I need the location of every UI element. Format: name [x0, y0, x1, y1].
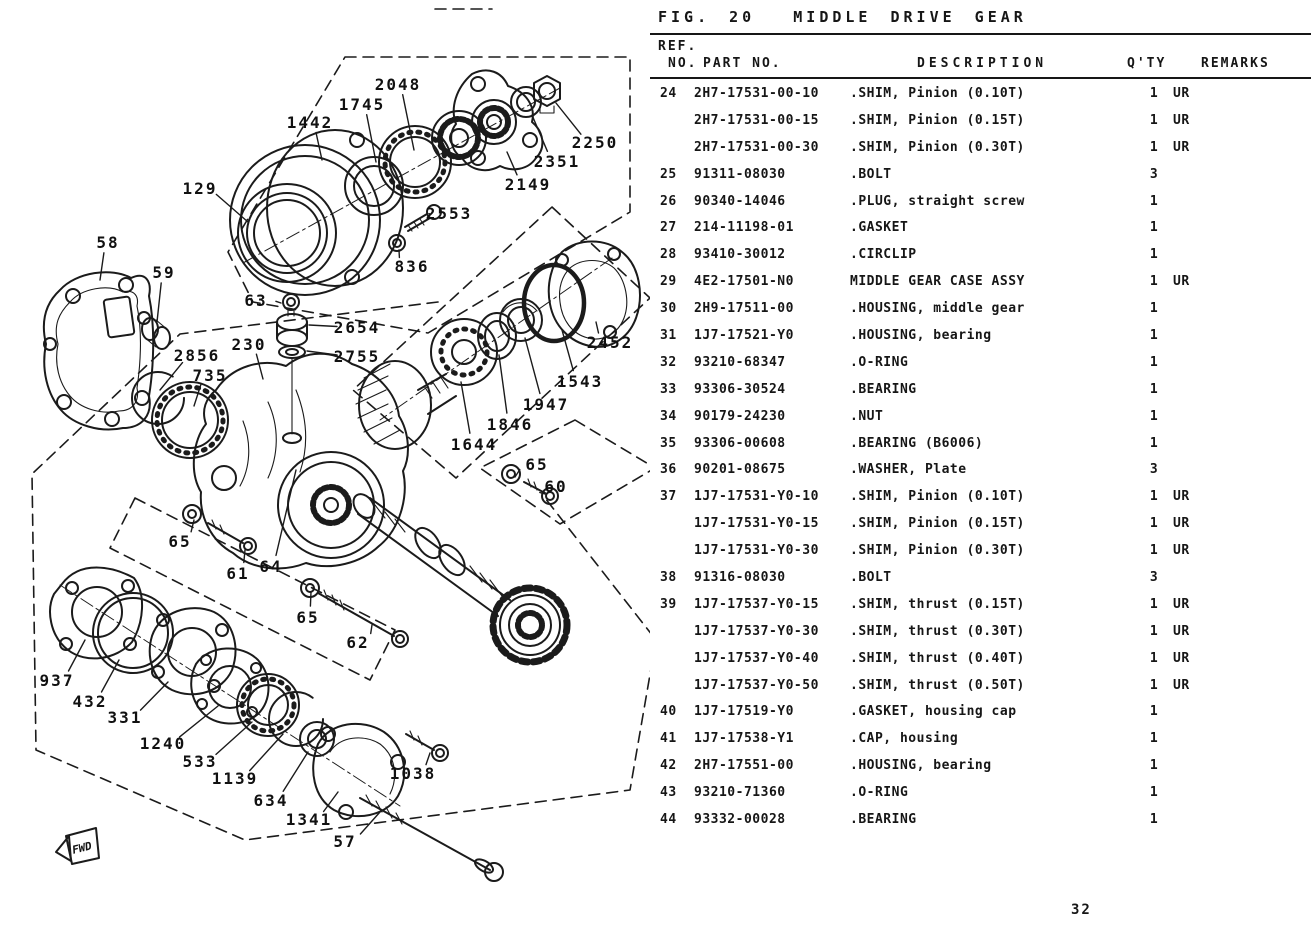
callout-label-1543: 1543 [557, 372, 604, 391]
callout-label-1745: 1745 [339, 95, 386, 114]
callout-label-62: 62 [346, 633, 369, 652]
qty-cell: 1 [1145, 220, 1163, 235]
qty-cell: 1 [1145, 624, 1163, 639]
qty-cell: 3 [1145, 167, 1163, 182]
callout-label-1442: 1442 [287, 113, 334, 132]
callout-label-2654: 2654 [334, 318, 381, 337]
table-row [650, 328, 1311, 355]
callout-label-2048: 2048 [375, 75, 422, 94]
callout-label-2553: 2553 [426, 204, 473, 223]
qty-cell: 3 [1145, 570, 1163, 585]
table-row [650, 678, 1311, 705]
part-no-cell: 1J7-17531-Y0-10 [694, 489, 850, 504]
table-row [650, 489, 1311, 516]
description-cell: .CIRCLIP [850, 247, 1145, 262]
ref-no-cell: 40 [660, 704, 694, 719]
qty-cell: 1 [1145, 328, 1163, 343]
qty-cell: 1 [1145, 785, 1163, 800]
table-row [650, 651, 1311, 678]
callout-leader-1139 [250, 734, 283, 771]
qty-cell: 1 [1145, 516, 1163, 531]
ref-no-cell: 38 [660, 570, 694, 585]
header-ref-line2: NO. [668, 56, 697, 71]
remarks-cell: UR [1163, 140, 1311, 155]
part-gasket-937 [50, 568, 142, 659]
callout-label-1341: 1341 [286, 810, 333, 829]
description-cell: .SHIM, Pinion (0.15T) [850, 516, 1145, 531]
table-row [650, 140, 1311, 167]
description-cell: .SHIM, Pinion (0.10T) [850, 86, 1145, 101]
ref-no-cell: 29 [660, 274, 694, 289]
part-no-cell: 93210-71360 [694, 785, 850, 800]
table-row [650, 113, 1311, 140]
table-row [650, 220, 1311, 247]
callout-label-2149: 2149 [505, 175, 552, 194]
table-row [650, 194, 1311, 221]
callout-label-65: 65 [525, 455, 548, 474]
part-no-cell: 2H7-17551-00 [694, 758, 850, 773]
description-cell: .HOUSING, bearing [850, 328, 1145, 343]
qty-cell: 1 [1145, 651, 1163, 666]
fwd-label: FWD [71, 839, 94, 857]
part-no-cell: 93332-00028 [694, 812, 850, 827]
part-housing-230 [194, 354, 408, 569]
callout-label-1947: 1947 [523, 395, 570, 414]
header-qty: Q'TY [1127, 56, 1166, 71]
table-row [650, 247, 1311, 274]
remarks-cell: UR [1163, 543, 1311, 558]
header-remarks: REMARKS [1201, 56, 1270, 71]
qty-cell: 1 [1145, 704, 1163, 719]
part-bearing-1644 [431, 319, 497, 385]
description-cell: .SHIM, thrust (0.15T) [850, 597, 1145, 612]
qty-cell: 1 [1145, 731, 1163, 746]
callout-label-937: 937 [40, 671, 75, 690]
ref-no-cell: 34 [660, 409, 694, 424]
remarks-cell: UR [1163, 113, 1311, 128]
description-cell: .HOUSING, middle gear [850, 301, 1145, 316]
table-row [650, 301, 1311, 328]
page-number: 32 [1071, 902, 1092, 918]
header-part-no: PART NO. [703, 56, 782, 71]
part-no-cell: 214-11198-01 [694, 220, 850, 235]
callout-leader-63 [276, 301, 281, 303]
callout-label-634: 634 [254, 791, 289, 810]
callout-leader-65 [310, 592, 311, 606]
table-row [650, 382, 1311, 409]
qty-cell: 1 [1145, 597, 1163, 612]
callout-label-1846: 1846 [487, 415, 534, 434]
callout-leader-1947 [525, 338, 540, 394]
callout-leader-1745 [367, 115, 376, 162]
qty-cell: 1 [1145, 86, 1163, 101]
ref-no-cell: 39 [660, 597, 694, 612]
ref-no-cell: 25 [660, 167, 694, 182]
description-cell: .HOUSING, bearing [850, 758, 1145, 773]
part-no-cell: 93306-30524 [694, 382, 850, 397]
part-flange-housing-129-1442 [230, 130, 403, 295]
header-description: DESCRIPTION [917, 56, 1047, 71]
callout-leader-533 [216, 722, 252, 754]
qty-cell: 1 [1145, 274, 1163, 289]
callout-label-57: 57 [333, 832, 356, 851]
callout-leader-1644 [461, 382, 470, 433]
part-bolt-57 [360, 795, 503, 881]
fwd-marker [56, 828, 99, 864]
ref-no-cell: 35 [660, 436, 694, 451]
description-cell: .BOLT [850, 167, 1145, 182]
description-cell: .BEARING (B6006) [850, 436, 1145, 451]
ref-no-cell: 30 [660, 301, 694, 316]
callout-label-2351: 2351 [534, 152, 581, 171]
callout-label-836: 836 [395, 257, 430, 276]
part-no-cell: 2H7-17531-00-15 [694, 113, 850, 128]
callout-label-1139: 1139 [212, 769, 259, 788]
part-no-cell: 1J7-17537-Y0-15 [694, 597, 850, 612]
callout-label-60: 60 [544, 477, 567, 496]
exploded-diagram [0, 0, 650, 948]
description-cell: .BEARING [850, 812, 1145, 827]
remarks-cell: UR [1163, 516, 1311, 531]
remarks-cell: UR [1163, 678, 1311, 693]
part-no-cell: 93306-00608 [694, 436, 850, 451]
callout-leader-1240 [180, 706, 218, 737]
part-plug-63 [283, 294, 299, 316]
part-gasket-1240 [191, 648, 268, 723]
callout-label-2250: 2250 [572, 133, 619, 152]
callout-label-59: 59 [152, 263, 175, 282]
qty-cell: 1 [1145, 409, 1163, 424]
callout-label-1644: 1644 [451, 435, 498, 454]
description-cell: .SHIM, Pinion (0.10T) [850, 489, 1145, 504]
table-row [650, 355, 1311, 382]
table-row [650, 86, 1311, 113]
table-row [650, 543, 1311, 570]
callout-label-64: 64 [259, 557, 282, 576]
parts-table-rows [650, 86, 1311, 839]
qty-cell: 1 [1145, 812, 1163, 827]
callout-leader-2149 [507, 152, 517, 175]
part-no-cell: 1J7-17537-Y0-50 [694, 678, 850, 693]
description-cell: .CAP, housing [850, 731, 1145, 746]
ref-no-cell: 31 [660, 328, 694, 343]
callout-label-1038: 1038 [390, 764, 437, 783]
part-bearing-1745 [345, 157, 403, 215]
description-cell: .O-RING [850, 785, 1145, 800]
ref-no-cell: 36 [660, 462, 694, 477]
part-no-cell: 90201-08675 [694, 462, 850, 477]
callout-leader-230 [256, 354, 263, 379]
callout-label-230: 230 [232, 335, 267, 354]
callout-label-2856: 2856 [174, 346, 221, 365]
description-cell: .SHIM, thrust (0.30T) [850, 624, 1145, 639]
table-row [650, 570, 1311, 597]
part-no-cell: 91316-08030 [694, 570, 850, 585]
callout-label-533: 533 [183, 752, 218, 771]
description-cell: .SHIM, Pinion (0.30T) [850, 543, 1145, 558]
part-no-cell: 1J7-17521-Y0 [694, 328, 850, 343]
table-row [650, 436, 1311, 463]
part-washer-2351 [511, 87, 541, 117]
ref-no-cell: 32 [660, 355, 694, 370]
remarks-cell: UR [1163, 651, 1311, 666]
description-cell: .BOLT [850, 570, 1145, 585]
description-cell: .SHIM, Pinion (0.15T) [850, 113, 1145, 128]
table-row [650, 409, 1311, 436]
part-no-cell: 4E2-17501-N0 [694, 274, 850, 289]
callout-leader-1846 [499, 355, 507, 413]
center-axes [60, 88, 612, 806]
qty-cell: 1 [1145, 678, 1163, 693]
table-row [650, 462, 1311, 489]
ref-no-cell: 26 [660, 194, 694, 209]
part-no-cell: 1J7-17538-Y1 [694, 731, 850, 746]
remarks-cell: UR [1163, 624, 1311, 639]
part-ring-1947 [500, 299, 542, 341]
part-washer-2755 [279, 346, 305, 443]
table-row [650, 274, 1311, 301]
header-ref-line1: REF. [658, 39, 697, 54]
exploded-diagram-panel [0, 0, 650, 948]
parts-table-panel [650, 0, 1311, 948]
table-row [650, 516, 1311, 543]
ref-no-cell: 24 [660, 86, 694, 101]
callout-label-432: 432 [73, 692, 108, 711]
callout-label-63: 63 [244, 291, 267, 310]
figure-title: FIG. 20 MIDDLE DRIVE GEAR [658, 8, 1027, 26]
callout-leader-59 [157, 283, 161, 322]
ref-no-cell: 37 [660, 489, 694, 504]
part-no-cell: 1J7-17531-Y0-15 [694, 516, 850, 531]
part-bolt-1038 [406, 731, 448, 761]
callout-label-65: 65 [296, 608, 319, 627]
callout-label-331: 331 [108, 708, 143, 727]
qty-cell: 1 [1145, 436, 1163, 451]
ref-no-cell: 33 [660, 382, 694, 397]
callout-leader-2250 [556, 103, 581, 134]
callout-leader-634 [283, 752, 308, 791]
table-row [650, 785, 1311, 812]
part-gasket-58 [44, 272, 153, 429]
callout-leader-58 [100, 253, 104, 280]
callout-label-58: 58 [96, 233, 119, 252]
title-rule [650, 33, 1311, 35]
callout-leader-62 [371, 625, 372, 634]
table-row [650, 758, 1311, 785]
part-no-cell: 90340-14046 [694, 194, 850, 209]
part-no-cell: 90179-24230 [694, 409, 850, 424]
table-row [650, 731, 1311, 758]
part-no-cell: 91311-08030 [694, 167, 850, 182]
callout-leader-2452 [596, 322, 599, 333]
part-no-cell: 1J7-17537-Y0-30 [694, 624, 850, 639]
callout-label-735: 735 [193, 366, 228, 385]
part-bolt-61-washer-65 [183, 505, 256, 554]
part-no-cell: 2H9-17511-00 [694, 301, 850, 316]
part-no-cell: 93410-30012 [694, 247, 850, 262]
remarks-cell: UR [1163, 489, 1311, 504]
description-cell: .PLUG, straight screw [850, 194, 1145, 209]
ref-no-cell: 27 [660, 220, 694, 235]
part-bearing-735 [152, 382, 228, 458]
remarks-cell: UR [1163, 274, 1311, 289]
qty-cell: 3 [1145, 462, 1163, 477]
remarks-cell: UR [1163, 86, 1311, 101]
ref-no-cell: 42 [660, 758, 694, 773]
description-cell: .WASHER, Plate [850, 462, 1145, 477]
qty-cell: 1 [1145, 382, 1163, 397]
table-row [650, 597, 1311, 624]
callout-label-2755: 2755 [334, 347, 381, 366]
qty-cell: 1 [1145, 247, 1163, 262]
callout-leader-1038 [426, 753, 430, 765]
callout-label-61: 61 [226, 564, 249, 583]
ref-no-cell: 43 [660, 785, 694, 800]
qty-cell: 1 [1145, 489, 1163, 504]
description-cell: .NUT [850, 409, 1145, 424]
callout-leader-2048 [403, 95, 414, 150]
part-no-cell: 1J7-17519-Y0 [694, 704, 850, 719]
table-row [650, 812, 1311, 839]
part-no-cell: 2H7-17531-00-10 [694, 86, 850, 101]
description-cell: .GASKET [850, 220, 1145, 235]
callout-leader-331 [141, 682, 169, 710]
qty-cell: 1 [1145, 140, 1163, 155]
table-row [650, 704, 1311, 731]
callout-label-2452: 2452 [587, 333, 634, 352]
qty-cell: 1 [1145, 194, 1163, 209]
description-cell: MIDDLE GEAR CASE ASSY [850, 274, 1145, 289]
remarks-cell: UR [1163, 597, 1311, 612]
part-no-cell: 93210-68347 [694, 355, 850, 370]
part-no-cell: 1J7-17531-Y0-30 [694, 543, 850, 558]
description-cell: .BEARING [850, 382, 1145, 397]
description-cell: .SHIM, Pinion (0.30T) [850, 140, 1145, 155]
callout-label-1240: 1240 [140, 734, 187, 753]
description-cell: .GASKET, housing cap [850, 704, 1145, 719]
description-cell: .SHIM, thrust (0.50T) [850, 678, 1145, 693]
qty-cell: 1 [1145, 543, 1163, 558]
ref-no-cell: 28 [660, 247, 694, 262]
description-cell: .O-RING [850, 355, 1145, 370]
table-row [650, 624, 1311, 651]
table-row [650, 167, 1311, 194]
qty-cell: 1 [1145, 758, 1163, 773]
callout-label-129: 129 [183, 179, 218, 198]
part-no-cell: 2H7-17531-00-30 [694, 140, 850, 155]
callout-label-65: 65 [168, 532, 191, 551]
qty-cell: 1 [1145, 301, 1163, 316]
description-cell: .SHIM, thrust (0.40T) [850, 651, 1145, 666]
qty-cell: 1 [1145, 113, 1163, 128]
header-rule [650, 77, 1311, 79]
ref-no-cell: 44 [660, 812, 694, 827]
part-no-cell: 1J7-17537-Y0-40 [694, 651, 850, 666]
ref-no-cell: 41 [660, 731, 694, 746]
qty-cell: 1 [1145, 355, 1163, 370]
